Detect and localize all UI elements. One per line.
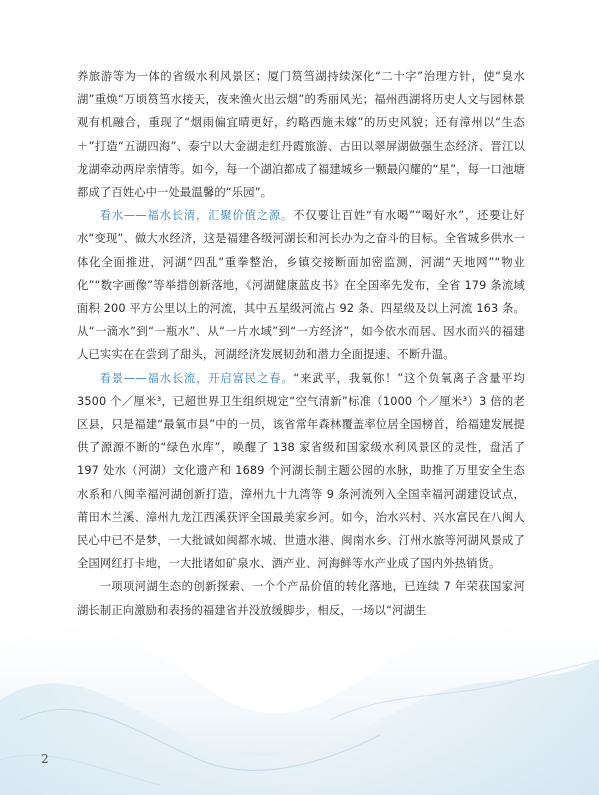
paragraph-1-text: 养旅游等为一体的省级水利风景区；厦门筼筜湖持续深化“二十字”治理方针，使“臭水湖”重焕“万顷筼筜水接天，夜来渔火出云烟”的秀丽风光；福州西湖将历史人文与园林景观有机融合，重现了“烟雨偏宜晴更好，约略西施未嫁”的历史风貌；还有漳州以“生态＋”打造“五湖四海”、泰宁以大金湖走红丹霞旅游、古田以翠屏湖做强生态经济、晋江以龙湖牵动两岸亲情等。如今，每一个湖泊都成了福建城乡一颗最闪耀的“星”，每一口池塘都成了百姓心中一处最温馨的“乐园”。 — [77, 70, 525, 200]
paragraph-3-text: “来武平，我氧你！”这个负氧离子含量平均 3500 个／厘米³，已超世界卫生组织规定“空气清新”标准（1000 个／厘米³）3 倍的老区县，只是福建“最氧市县”中的一员，该省常年森林覆盖率位居全国榜首，给福建发展提供了源源不断的“绿色水库”，唤醒了 138 家省级和国家级水利风景区的灵性，盘活了 197 处水（河湖）文化遗产和 1689 个河湖长制主题公园的水脉，助推了万里安全生态水系和八闽幸福河湖创新打造，漳州九十九湾等 9 条河流列入全国幸福河湖建设试点，莆田木兰溪、漳州九龙江西溪获评全国最美家乡河。如今，治水兴村、兴水富民在八闽人民心中已不是梦，一大批诚如闽都水城、世遗水港、闽南水乡、汀州水旅等河湖风景成了全国网红打卡地，一大批诸如矿泉水、酒产业、河海鲜等水产业成了国内外热销货。 — [77, 371, 525, 571]
paragraph-3 — [77, 367, 525, 576]
paragraph-4-text: 一项项河湖生态的创新探索、一个个产品价值的转化落地，已连续 7 年荣获国家河湖长制正向激励和表扬的福建省并没放缓脚步，相反，一场以“河湖生 — [77, 580, 525, 617]
paragraph-2 — [77, 204, 525, 366]
paragraph-2-heading: 看水——福水长清，汇聚价值之源。 — [99, 209, 294, 223]
paragraph-4 — [77, 575, 525, 621]
paragraph-1 — [77, 65, 525, 204]
page-number: 2 — [41, 752, 49, 766]
paragraph-3-heading: 看景——福水长流，开启富民之春。 — [99, 371, 294, 385]
paragraph-2-text: 不仅要让百姓“有水喝”“喝好水”，还要让好水“变现”、做大水经济，这是福建各级河湖长和河长办为之奋斗的目标。全省城乡供水一体化全面推进，河湖“四乱”重拳整治，乡镇交接断面加密监测，河湖“天地网”“物业化”“数字画像”等举措创新落地，《河湖健康蓝皮书》在全国率先发布，全省 179 条流域面积 200 平方公里以上的河流，其中五星级河流占 92 条、四星级及以上河流 163 条。从“一滴水”到“一瓶水”、从“一片水域”到“一方经济”，如今依水而居、因水而兴的福建人已实实在在尝到了甜头，河湖经济发展韧劲和潜力全面提速、不断升温。 — [77, 209, 526, 362]
article-body — [77, 65, 525, 622]
